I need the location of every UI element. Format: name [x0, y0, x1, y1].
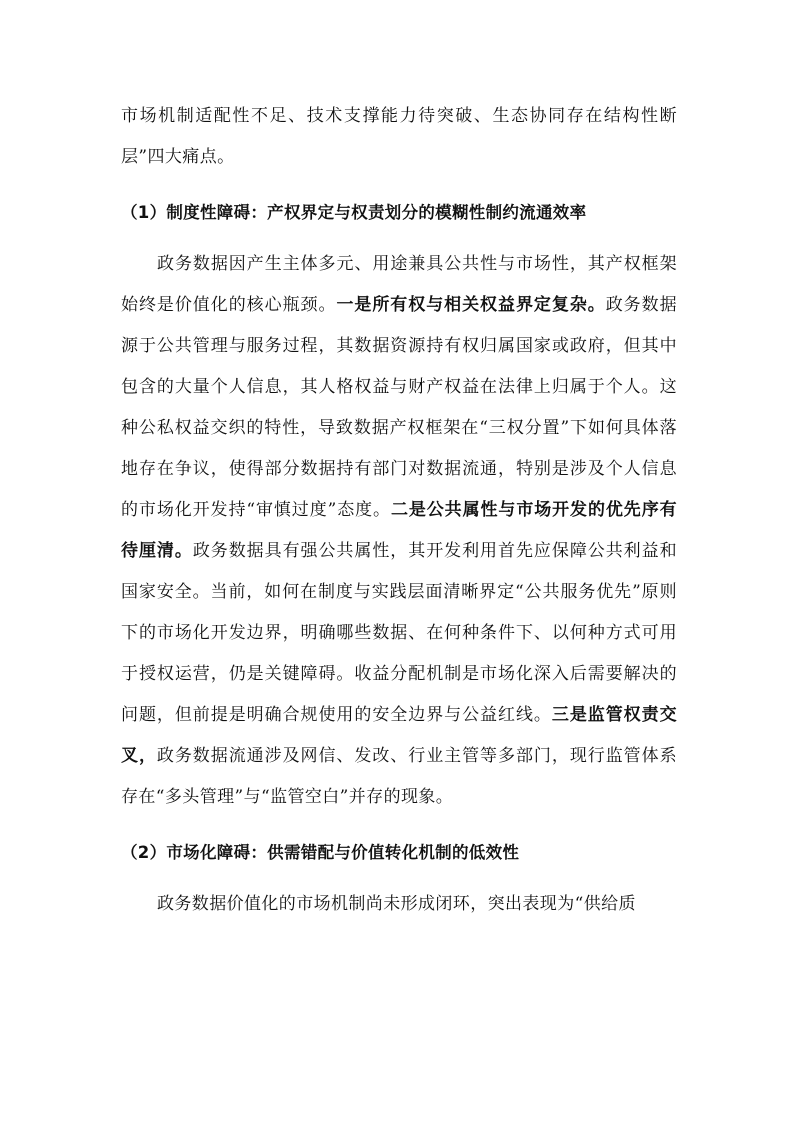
document-body: [121, 96, 677, 925]
section-1-emphasis-1: 一是所有权与相关权益界定复杂。: [336, 295, 606, 315]
section-2-heading: （2）市场化障碍：供需错配与价值转化机制的低效性: [121, 843, 520, 862]
section-1-text-c: 政务数据源于公共管理与服务过程，其数据资源持有权归属国家或政府，但其中包含的大量个人信息，其人格权益与财产权益在法律上归属于个人。这种公私权益交织的特性，导致数据产权框架在“三权分置”下如何具体落地存在争议，使得部分数据持有部门对数据流通，特别是涉及个人信息的市场化开发持“审慎过度”态度。: [121, 295, 677, 520]
intro-paragraph: 市场机制适配性不足、技术支撑能力待突破、生态协同存在结构性断层”四大痛点。: [121, 106, 677, 167]
section-1-text-a: 政务数据因产生主体多元、用途兼具公共性与市场性，其产权框架始终是价值化的核心瓶颈。: [121, 254, 677, 315]
section-1-paragraph: [121, 244, 677, 818]
section-1-text-e: 政务数据具有强公共属性，其开发利用首先应保障公共利益和国家安全。当前，如何在制度与实践层面清晰界定“公共服务优先”原则下的市场化开发边界，明确哪些数据、在何种条件下、以何种方式可用于授权运营，仍是关键障碍。收益分配机制是市场化深入后需要解决的问题，但前提是明确合规使用的安全边界与公益红线。: [121, 541, 677, 725]
section-1-emphasis-3: 三是监管权责交叉，: [121, 705, 677, 766]
section-2-paragraph: 政务数据价值化的市场机制尚未形成闭环，突出表现为“供给质: [157, 894, 636, 914]
section-1-text-g: 政务数据流通涉及网信、发改、行业主管等多部门，现行监管体系存在“多头管理”与“监管空白”并存的现象。: [121, 746, 677, 807]
section-1-emphasis-2: 二是公共属性与市场开发的优先序有待厘清。: [121, 500, 678, 561]
section-1-heading: （1）制度性障碍：产权界定与权责划分的模糊性制约流通效率: [121, 203, 587, 222]
